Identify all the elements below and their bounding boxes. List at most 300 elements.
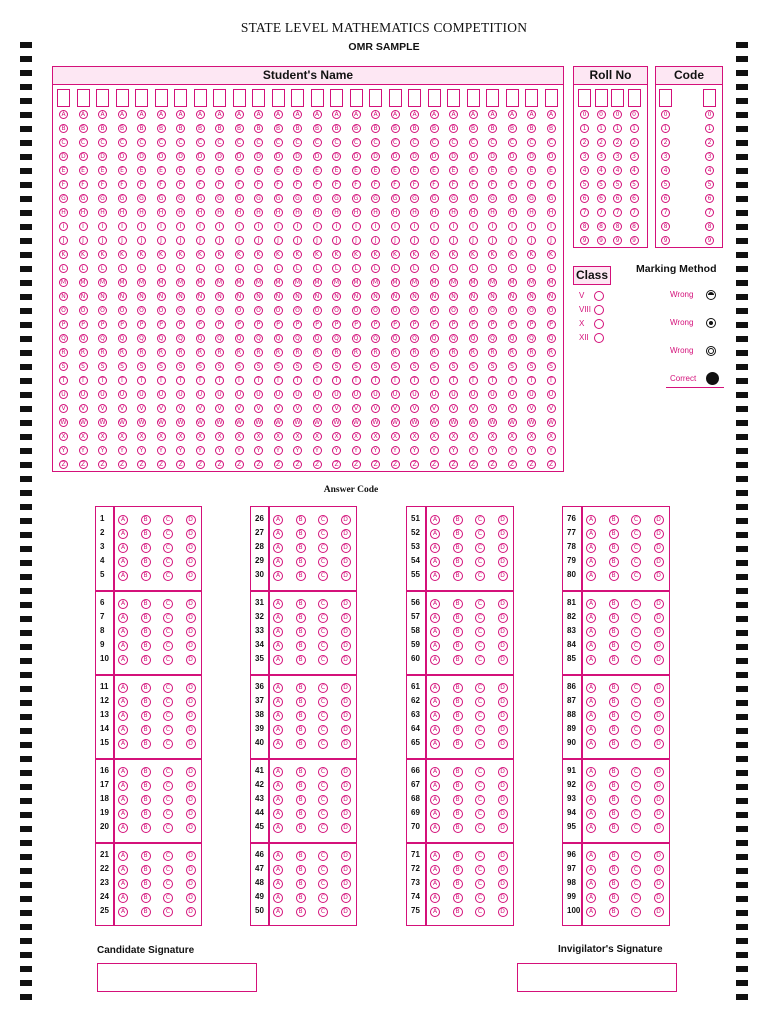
answer-bubble[interactable]: D xyxy=(498,683,508,693)
answer-bubble[interactable]: A xyxy=(586,557,596,567)
answer-bubble[interactable]: C xyxy=(475,599,485,609)
answer-bubble[interactable]: D xyxy=(498,781,508,791)
answer-bubble[interactable]: D xyxy=(186,865,196,875)
name-bubble[interactable]: W xyxy=(80,419,86,426)
answer-bubble[interactable]: C xyxy=(318,613,328,623)
name-bubble[interactable]: N xyxy=(137,292,146,301)
name-bubble[interactable]: M xyxy=(353,279,359,286)
name-bubble[interactable]: V xyxy=(235,404,244,413)
name-bubble[interactable]: W xyxy=(158,419,164,426)
answer-bubble[interactable]: D xyxy=(498,557,508,567)
name-bubble[interactable]: I xyxy=(293,222,302,231)
answer-bubble[interactable]: B xyxy=(453,851,463,861)
roll-bubble[interactable]: 3 xyxy=(597,152,606,161)
roll-bubble[interactable]: 1 xyxy=(597,124,606,133)
answer-bubble[interactable]: C xyxy=(475,879,485,889)
answer-bubble[interactable]: B xyxy=(296,557,306,567)
answer-bubble[interactable]: A xyxy=(273,697,283,707)
name-bubble[interactable]: M xyxy=(314,279,320,286)
name-write-cell[interactable] xyxy=(291,89,304,107)
answer-bubble[interactable]: C xyxy=(631,515,641,525)
answer-bubble[interactable]: C xyxy=(163,571,173,581)
name-bubble[interactable]: W xyxy=(411,419,418,426)
name-bubble[interactable]: P xyxy=(410,320,419,329)
name-bubble[interactable]: T xyxy=(235,376,244,385)
name-bubble[interactable]: J xyxy=(196,236,205,245)
name-bubble[interactable]: K xyxy=(449,250,458,259)
name-bubble[interactable]: V xyxy=(196,404,205,413)
name-bubble[interactable]: H xyxy=(371,208,380,217)
answer-bubble[interactable]: A xyxy=(118,739,128,749)
name-bubble[interactable]: D xyxy=(79,152,88,161)
name-bubble[interactable]: T xyxy=(508,376,517,385)
name-bubble[interactable]: R xyxy=(527,348,536,357)
name-bubble[interactable]: P xyxy=(196,320,205,329)
name-bubble[interactable]: V xyxy=(137,404,146,413)
answer-bubble[interactable]: D xyxy=(186,627,196,637)
name-bubble[interactable]: R xyxy=(79,348,88,357)
name-bubble[interactable]: X xyxy=(98,432,107,441)
answer-bubble[interactable]: D xyxy=(186,879,196,889)
name-bubble[interactable]: F xyxy=(508,180,517,189)
answer-bubble[interactable]: C xyxy=(318,683,328,693)
name-bubble[interactable]: A xyxy=(293,110,302,119)
name-write-cell[interactable] xyxy=(57,89,70,107)
answer-bubble[interactable]: C xyxy=(475,795,485,805)
name-bubble[interactable]: Y xyxy=(547,446,556,455)
name-bubble[interactable]: Q xyxy=(449,334,458,343)
name-bubble[interactable]: W xyxy=(177,419,184,426)
name-bubble[interactable]: Z xyxy=(118,460,127,469)
answer-bubble[interactable]: A xyxy=(430,781,440,791)
answer-bubble[interactable]: B xyxy=(141,907,151,917)
name-bubble[interactable]: Y xyxy=(410,446,419,455)
name-bubble[interactable]: M xyxy=(548,279,554,286)
answer-bubble[interactable]: C xyxy=(475,515,485,525)
name-bubble[interactable]: N xyxy=(176,292,185,301)
name-bubble[interactable]: D xyxy=(176,152,185,161)
name-bubble[interactable]: P xyxy=(235,320,244,329)
name-bubble[interactable]: E xyxy=(196,166,205,175)
name-bubble[interactable]: A xyxy=(313,110,322,119)
name-bubble[interactable]: B xyxy=(215,124,224,133)
name-bubble[interactable]: G xyxy=(430,194,439,203)
answer-bubble[interactable]: B xyxy=(609,893,619,903)
name-bubble[interactable]: A xyxy=(352,110,361,119)
answer-bubble[interactable]: C xyxy=(631,893,641,903)
answer-bubble[interactable]: A xyxy=(273,907,283,917)
name-bubble[interactable]: E xyxy=(430,166,439,175)
name-bubble[interactable]: W xyxy=(528,419,535,426)
name-bubble[interactable]: R xyxy=(391,348,400,357)
name-bubble[interactable]: Z xyxy=(59,460,68,469)
name-bubble[interactable]: B xyxy=(352,124,361,133)
name-bubble[interactable]: H xyxy=(430,208,439,217)
name-bubble[interactable]: X xyxy=(371,432,380,441)
name-bubble[interactable]: Y xyxy=(449,446,458,455)
answer-bubble[interactable]: D xyxy=(341,683,351,693)
name-bubble[interactable]: C xyxy=(352,138,361,147)
answer-bubble[interactable]: D xyxy=(186,557,196,567)
name-bubble[interactable]: J xyxy=(274,236,283,245)
answer-bubble[interactable]: B xyxy=(141,711,151,721)
name-bubble[interactable]: Y xyxy=(254,446,263,455)
name-bubble[interactable]: X xyxy=(176,432,185,441)
name-bubble[interactable]: R xyxy=(469,348,478,357)
answer-bubble[interactable]: D xyxy=(341,571,351,581)
answer-bubble[interactable]: A xyxy=(273,571,283,581)
name-bubble[interactable]: M xyxy=(392,279,398,286)
roll-bubble[interactable]: 4 xyxy=(630,166,639,175)
name-bubble[interactable]: E xyxy=(235,166,244,175)
answer-bubble[interactable]: A xyxy=(586,879,596,889)
name-bubble[interactable]: N xyxy=(508,292,517,301)
answer-bubble[interactable]: B xyxy=(296,711,306,721)
answer-bubble[interactable]: B xyxy=(141,725,151,735)
name-bubble[interactable]: Q xyxy=(410,334,419,343)
name-bubble[interactable]: M xyxy=(99,279,106,286)
answer-bubble[interactable]: D xyxy=(498,697,508,707)
answer-bubble[interactable]: B xyxy=(453,893,463,903)
answer-bubble[interactable]: C xyxy=(318,543,328,553)
answer-bubble[interactable]: B xyxy=(453,767,463,777)
name-bubble[interactable]: J xyxy=(508,236,517,245)
name-bubble[interactable]: Z xyxy=(547,460,556,469)
answer-bubble[interactable]: B xyxy=(296,599,306,609)
name-bubble[interactable]: A xyxy=(157,110,166,119)
roll-bubble[interactable]: 3 xyxy=(613,152,622,161)
name-bubble[interactable]: F xyxy=(157,180,166,189)
roll-bubble[interactable]: 7 xyxy=(630,208,639,217)
answer-bubble[interactable]: A xyxy=(586,529,596,539)
name-bubble[interactable]: U xyxy=(254,390,263,399)
name-bubble[interactable]: H xyxy=(488,208,497,217)
name-bubble[interactable]: T xyxy=(371,376,380,385)
name-bubble[interactable]: U xyxy=(508,390,517,399)
answer-bubble[interactable]: C xyxy=(475,781,485,791)
code-bubble[interactable]: 4 xyxy=(705,166,714,175)
code-bubble[interactable]: 9 xyxy=(661,236,670,245)
answer-bubble[interactable]: B xyxy=(296,543,306,553)
name-bubble[interactable]: R xyxy=(98,348,107,357)
name-bubble[interactable]: J xyxy=(98,236,107,245)
name-bubble[interactable]: U xyxy=(469,390,478,399)
answer-bubble[interactable]: B xyxy=(296,627,306,637)
name-bubble[interactable]: E xyxy=(293,166,302,175)
answer-bubble[interactable]: D xyxy=(498,515,508,525)
name-bubble[interactable]: A xyxy=(118,110,127,119)
name-bubble[interactable]: M xyxy=(470,279,476,286)
answer-bubble[interactable]: B xyxy=(141,795,151,805)
name-bubble[interactable]: B xyxy=(59,124,68,133)
answer-bubble[interactable]: C xyxy=(631,655,641,665)
name-bubble[interactable]: T xyxy=(332,376,341,385)
name-bubble[interactable]: U xyxy=(215,390,224,399)
answer-bubble[interactable]: A xyxy=(118,571,128,581)
name-bubble[interactable]: L xyxy=(527,264,536,273)
name-bubble[interactable]: C xyxy=(449,138,458,147)
answer-bubble[interactable]: A xyxy=(430,599,440,609)
answer-bubble[interactable]: D xyxy=(186,641,196,651)
name-bubble[interactable]: X xyxy=(488,432,497,441)
name-bubble[interactable]: K xyxy=(235,250,244,259)
name-bubble[interactable]: C xyxy=(313,138,322,147)
name-bubble[interactable]: B xyxy=(313,124,322,133)
name-bubble[interactable]: V xyxy=(98,404,107,413)
name-bubble[interactable]: A xyxy=(449,110,458,119)
name-bubble[interactable]: Y xyxy=(176,446,185,455)
roll-write-cell[interactable] xyxy=(628,89,641,107)
name-bubble[interactable]: O xyxy=(196,306,205,315)
answer-bubble[interactable]: B xyxy=(296,851,306,861)
name-bubble[interactable]: I xyxy=(79,222,88,231)
roll-bubble[interactable]: 7 xyxy=(613,208,622,217)
name-bubble[interactable]: Q xyxy=(469,334,478,343)
name-bubble[interactable]: K xyxy=(410,250,419,259)
name-bubble[interactable]: O xyxy=(469,306,478,315)
answer-bubble[interactable]: C xyxy=(318,781,328,791)
name-bubble[interactable]: J xyxy=(59,236,68,245)
name-bubble[interactable]: M xyxy=(411,279,418,286)
name-bubble[interactable]: F xyxy=(371,180,380,189)
answer-bubble[interactable]: D xyxy=(654,907,664,917)
name-bubble[interactable]: Y xyxy=(469,446,478,455)
name-bubble[interactable]: N xyxy=(527,292,536,301)
answer-bubble[interactable]: A xyxy=(273,809,283,819)
answer-bubble[interactable]: D xyxy=(341,543,351,553)
answer-bubble[interactable]: B xyxy=(609,543,619,553)
candidate-signature-box[interactable] xyxy=(97,963,257,992)
name-bubble[interactable]: H xyxy=(332,208,341,217)
roll-write-cell[interactable] xyxy=(595,89,608,107)
name-bubble[interactable]: N xyxy=(469,292,478,301)
answer-bubble[interactable]: D xyxy=(498,893,508,903)
name-bubble[interactable]: Y xyxy=(488,446,497,455)
name-bubble[interactable]: M xyxy=(509,279,515,286)
name-bubble[interactable]: B xyxy=(449,124,458,133)
answer-bubble[interactable]: D xyxy=(341,865,351,875)
name-bubble[interactable]: U xyxy=(293,390,302,399)
answer-bubble[interactable]: D xyxy=(654,557,664,567)
answer-bubble[interactable]: D xyxy=(498,571,508,581)
roll-bubble[interactable]: 9 xyxy=(630,236,639,245)
name-bubble[interactable]: T xyxy=(59,376,68,385)
name-bubble[interactable]: E xyxy=(547,166,556,175)
name-write-cell[interactable] xyxy=(428,89,441,107)
answer-bubble[interactable]: D xyxy=(341,823,351,833)
answer-bubble[interactable]: A xyxy=(586,697,596,707)
answer-bubble[interactable]: A xyxy=(586,599,596,609)
name-bubble[interactable]: H xyxy=(59,208,68,217)
name-bubble[interactable]: E xyxy=(469,166,478,175)
name-bubble[interactable]: V xyxy=(449,404,458,413)
answer-bubble[interactable]: D xyxy=(186,809,196,819)
name-bubble[interactable]: Y xyxy=(508,446,517,455)
answer-bubble[interactable]: D xyxy=(654,683,664,693)
answer-bubble[interactable]: A xyxy=(586,725,596,735)
name-bubble[interactable]: N xyxy=(547,292,556,301)
name-bubble[interactable]: L xyxy=(332,264,341,273)
answer-bubble[interactable]: B xyxy=(609,627,619,637)
answer-bubble[interactable]: B xyxy=(296,907,306,917)
answer-bubble[interactable]: C xyxy=(631,823,641,833)
answer-bubble[interactable]: C xyxy=(163,851,173,861)
name-bubble[interactable]: O xyxy=(176,306,185,315)
answer-bubble[interactable]: D xyxy=(654,641,664,651)
name-bubble[interactable]: E xyxy=(527,166,536,175)
answer-bubble[interactable]: D xyxy=(654,655,664,665)
answer-bubble[interactable]: A xyxy=(430,767,440,777)
answer-bubble[interactable]: C xyxy=(163,907,173,917)
answer-bubble[interactable]: D xyxy=(654,781,664,791)
name-bubble[interactable]: I xyxy=(527,222,536,231)
name-bubble[interactable]: S xyxy=(371,362,380,371)
roll-bubble[interactable]: 8 xyxy=(597,222,606,231)
name-bubble[interactable]: Z xyxy=(332,460,341,469)
name-bubble[interactable]: P xyxy=(137,320,146,329)
name-bubble[interactable]: I xyxy=(196,222,205,231)
answer-bubble[interactable]: D xyxy=(654,851,664,861)
name-bubble[interactable]: Q xyxy=(488,334,497,343)
answer-bubble[interactable]: B xyxy=(609,697,619,707)
answer-bubble[interactable]: A xyxy=(430,515,440,525)
roll-bubble[interactable]: 5 xyxy=(613,180,622,189)
answer-bubble[interactable]: A xyxy=(273,879,283,889)
name-bubble[interactable]: X xyxy=(410,432,419,441)
name-bubble[interactable]: Q xyxy=(157,334,166,343)
name-bubble[interactable]: S xyxy=(176,362,185,371)
answer-bubble[interactable]: C xyxy=(163,879,173,889)
name-bubble[interactable]: A xyxy=(527,110,536,119)
name-bubble[interactable]: Y xyxy=(235,446,244,455)
name-bubble[interactable]: L xyxy=(137,264,146,273)
name-bubble[interactable]: S xyxy=(488,362,497,371)
answer-bubble[interactable]: A xyxy=(586,683,596,693)
name-bubble[interactable]: S xyxy=(79,362,88,371)
name-bubble[interactable]: C xyxy=(118,138,127,147)
name-bubble[interactable]: G xyxy=(235,194,244,203)
code-bubble[interactable]: 8 xyxy=(705,222,714,231)
name-bubble[interactable]: E xyxy=(274,166,283,175)
class-option-bubble[interactable] xyxy=(594,319,604,329)
answer-bubble[interactable]: B xyxy=(609,529,619,539)
name-bubble[interactable]: I xyxy=(449,222,458,231)
name-bubble[interactable]: A xyxy=(547,110,556,119)
name-bubble[interactable]: C xyxy=(196,138,205,147)
answer-bubble[interactable]: C xyxy=(163,725,173,735)
answer-bubble[interactable]: D xyxy=(341,613,351,623)
name-bubble[interactable]: E xyxy=(488,166,497,175)
name-bubble[interactable]: K xyxy=(430,250,439,259)
name-bubble[interactable]: Q xyxy=(547,334,556,343)
answer-bubble[interactable]: B xyxy=(141,809,151,819)
name-bubble[interactable]: L xyxy=(293,264,302,273)
name-bubble[interactable]: Y xyxy=(274,446,283,455)
answer-bubble[interactable]: C xyxy=(631,767,641,777)
name-bubble[interactable]: W xyxy=(236,419,242,426)
answer-bubble[interactable]: C xyxy=(318,725,328,735)
answer-bubble[interactable]: D xyxy=(341,529,351,539)
answer-bubble[interactable]: D xyxy=(498,851,508,861)
name-bubble[interactable]: D xyxy=(332,152,341,161)
name-bubble[interactable]: B xyxy=(157,124,166,133)
answer-bubble[interactable]: A xyxy=(118,683,128,693)
name-bubble[interactable]: S xyxy=(391,362,400,371)
name-bubble[interactable]: Y xyxy=(157,446,166,455)
name-bubble[interactable]: M xyxy=(333,279,340,286)
name-bubble[interactable]: N xyxy=(59,292,68,301)
answer-bubble[interactable]: A xyxy=(430,907,440,917)
answer-bubble[interactable]: B xyxy=(296,515,306,525)
name-bubble[interactable]: A xyxy=(59,110,68,119)
name-bubble[interactable]: N xyxy=(235,292,244,301)
roll-bubble[interactable]: 7 xyxy=(580,208,589,217)
code-bubble[interactable]: 2 xyxy=(705,138,714,147)
name-bubble[interactable]: C xyxy=(293,138,302,147)
name-bubble[interactable]: E xyxy=(254,166,263,175)
name-bubble[interactable]: I xyxy=(391,222,400,231)
name-bubble[interactable]: Q xyxy=(137,334,146,343)
name-bubble[interactable]: N xyxy=(391,292,400,301)
name-bubble[interactable]: A xyxy=(98,110,107,119)
name-bubble[interactable]: U xyxy=(449,390,458,399)
roll-bubble[interactable]: 8 xyxy=(580,222,589,231)
name-bubble[interactable]: B xyxy=(371,124,380,133)
name-bubble[interactable]: V xyxy=(215,404,224,413)
answer-bubble[interactable]: A xyxy=(430,879,440,889)
name-bubble[interactable]: P xyxy=(79,320,88,329)
answer-bubble[interactable]: A xyxy=(273,739,283,749)
answer-bubble[interactable]: A xyxy=(273,627,283,637)
name-bubble[interactable]: M xyxy=(216,279,223,286)
name-bubble[interactable]: X xyxy=(254,432,263,441)
roll-bubble[interactable]: 6 xyxy=(630,194,639,203)
answer-bubble[interactable]: D xyxy=(341,767,351,777)
name-bubble[interactable]: F xyxy=(293,180,302,189)
answer-bubble[interactable]: B xyxy=(141,627,151,637)
name-bubble[interactable]: M xyxy=(138,279,145,286)
answer-bubble[interactable]: B xyxy=(296,809,306,819)
name-bubble[interactable]: F xyxy=(313,180,322,189)
answer-bubble[interactable]: B xyxy=(609,823,619,833)
answer-bubble[interactable]: A xyxy=(118,809,128,819)
name-bubble[interactable]: P xyxy=(391,320,400,329)
name-bubble[interactable]: R xyxy=(293,348,302,357)
code-bubble[interactable]: 9 xyxy=(705,236,714,245)
answer-bubble[interactable]: D xyxy=(186,851,196,861)
name-bubble[interactable]: H xyxy=(215,208,224,217)
name-bubble[interactable]: S xyxy=(430,362,439,371)
name-bubble[interactable]: E xyxy=(157,166,166,175)
name-bubble[interactable]: P xyxy=(254,320,263,329)
answer-bubble[interactable]: C xyxy=(475,865,485,875)
answer-bubble[interactable]: B xyxy=(609,795,619,805)
name-bubble[interactable]: Z xyxy=(410,460,419,469)
answer-bubble[interactable]: D xyxy=(186,893,196,903)
name-bubble[interactable]: U xyxy=(313,390,322,399)
name-bubble[interactable]: E xyxy=(449,166,458,175)
name-bubble[interactable]: E xyxy=(391,166,400,175)
answer-bubble[interactable]: C xyxy=(631,879,641,889)
name-bubble[interactable]: A xyxy=(332,110,341,119)
answer-bubble[interactable]: B xyxy=(453,809,463,819)
name-bubble[interactable]: Z xyxy=(176,460,185,469)
name-bubble[interactable]: X xyxy=(469,432,478,441)
name-bubble[interactable]: C xyxy=(59,138,68,147)
name-bubble[interactable]: O xyxy=(371,306,380,315)
answer-bubble[interactable]: B xyxy=(296,781,306,791)
name-bubble[interactable]: N xyxy=(430,292,439,301)
